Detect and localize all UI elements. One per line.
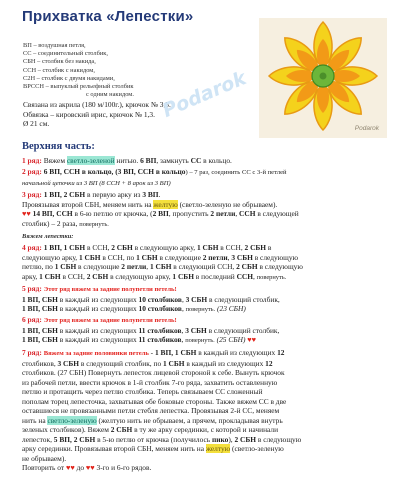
row-4 bbox=[22, 243, 400, 282]
stitch: 1 ВП, 1 СБН bbox=[155, 348, 197, 357]
stitch: 10 столбиков bbox=[138, 294, 182, 304]
text: в первую арку из bbox=[85, 190, 143, 199]
text: (25 СБН) bbox=[214, 335, 246, 344]
row-number: 7 ряд: bbox=[22, 348, 42, 357]
text: столбиков. (27 СБН) Повернуть лепесток лицевой стороной к себе. Вынуть крючок bbox=[22, 368, 285, 377]
text: зеленых столбиков). Вяжем bbox=[22, 425, 111, 434]
text: в следующий ССН, bbox=[171, 262, 237, 271]
stitch: 2 петли bbox=[210, 209, 236, 218]
stitch: 1 ВП, СБН bbox=[22, 304, 58, 313]
text: в ССН, bbox=[85, 243, 112, 252]
text: в следующий столбик, bbox=[207, 294, 280, 304]
text: в следующий столбик, bbox=[206, 325, 280, 335]
text: в ССН, bbox=[60, 271, 87, 281]
stitch: 2 петли bbox=[121, 262, 147, 271]
text: , замкнуть bbox=[156, 156, 191, 165]
text: (23 СБН) bbox=[215, 304, 246, 313]
text: Провязывая второй СБН, меняем нить на bbox=[22, 199, 154, 209]
stitch: 1 СБН bbox=[149, 262, 172, 271]
text: в следующую bbox=[252, 252, 299, 262]
text: в каждый из следующих bbox=[57, 325, 139, 335]
stitch: 11 столбиков bbox=[138, 335, 182, 344]
text: в последний bbox=[193, 271, 237, 281]
row-2 bbox=[22, 167, 400, 188]
text: , bbox=[181, 304, 186, 313]
stitch: 5 ВП, 2 СБН bbox=[53, 434, 96, 444]
text: (желтую нить не обрываем, а прячем, прокладывая внутрь bbox=[96, 415, 283, 425]
text: петлю, по bbox=[22, 262, 55, 271]
stitch: 3 СБН bbox=[231, 252, 253, 262]
materials-info bbox=[23, 100, 171, 129]
flower-center-hole bbox=[320, 73, 327, 80]
spec-line: Связана из акрила (180 м/100г.), крючок № 3,5. bbox=[23, 100, 171, 109]
spec-line: Обвязка – кировский ирис, крючок № 1,3. bbox=[23, 109, 155, 119]
text: , пропустить bbox=[168, 209, 211, 218]
stitch: 3 СБН bbox=[57, 358, 80, 368]
row-number: 2 ряд: bbox=[22, 167, 42, 176]
stitch: 1 СБН bbox=[54, 262, 77, 271]
text: в следующую bbox=[257, 262, 303, 271]
stitch: 2 ВП bbox=[152, 209, 169, 218]
text: Вяжем bbox=[43, 156, 67, 165]
text: , bbox=[253, 271, 257, 281]
text: в следующей bbox=[255, 209, 299, 218]
stitch: 10 столбиков bbox=[138, 304, 182, 313]
stitch: 3 ВП, ССН в кольцо bbox=[117, 167, 186, 176]
text: (светло-зеленую не обрываем). bbox=[177, 199, 278, 209]
text: , bbox=[181, 294, 186, 304]
stitch: 1 СБН bbox=[163, 358, 185, 368]
petals-subheading: Вяжем лепестки: bbox=[22, 233, 74, 240]
legend-line: ВРССН – выпуклый рельефный столбик bbox=[23, 83, 134, 91]
text: повернуть. bbox=[185, 306, 216, 313]
text: в следующий столбик, по bbox=[79, 358, 163, 368]
text: ), bbox=[228, 434, 235, 444]
text: арку, bbox=[22, 271, 40, 281]
text: в ССН, по bbox=[100, 252, 137, 262]
text: следующую арку, bbox=[22, 252, 79, 262]
text: в 5-ю петлю от крючка (получилось bbox=[95, 434, 212, 444]
row-7 bbox=[22, 348, 400, 473]
stitch: 2 СБН bbox=[111, 243, 133, 252]
text: начальной цепочки из 3 ВП (8 ССН + 8 арок из 3 ВП) bbox=[22, 179, 171, 187]
text: оставшиеся не провязанными петли стебля лепестка. Провязывая 2-й СС, меняем bbox=[22, 406, 280, 415]
text: - bbox=[148, 348, 155, 357]
heart-icon: ♥♥ bbox=[85, 463, 95, 472]
row-note: Этот ряд вяжем за задние полупетли петель! bbox=[43, 286, 177, 293]
stitch: пико bbox=[211, 434, 229, 444]
photo-signature: Podarok bbox=[354, 125, 379, 132]
stitch: ССН bbox=[236, 271, 254, 281]
legend-line: ССН – столбик с накидом, bbox=[23, 66, 95, 74]
stitch: 3 ВП bbox=[142, 190, 159, 199]
text: , bbox=[235, 209, 240, 218]
legend-line: СС – соединительный столбик, bbox=[23, 50, 108, 58]
stitch: 2 СБН bbox=[110, 425, 133, 434]
row-number: 5 ряд: bbox=[22, 284, 42, 293]
stitch: 11 столбиков bbox=[138, 325, 182, 335]
stitch: 1 ВП, СБН bbox=[22, 335, 58, 344]
stitch: 1 ВП, СБН bbox=[22, 294, 58, 304]
text: из рабочей петли, ввести крючок в 1-й столбик 7-го ряда, захватить оставленную bbox=[22, 377, 278, 387]
legend-line: СБН – столбик без накида, bbox=[23, 58, 96, 66]
stitch: 1 ВП, 2 СБН bbox=[43, 190, 86, 199]
text: петлю и протащить через петлю столбика. Теперь связываем СС сложенный bbox=[22, 387, 263, 396]
text: 3-го и 6-го рядов. bbox=[94, 463, 152, 472]
text: лепесток, bbox=[22, 434, 54, 444]
row-number: 1 ряд: bbox=[22, 156, 42, 165]
yarn-yellow-highlight: желтую bbox=[153, 199, 178, 209]
legend-line: С2Н – столбик с двумя накидами, bbox=[23, 74, 115, 82]
page-title: Прихватка «Лепестки» bbox=[22, 8, 194, 25]
text: в каждый из следующих bbox=[57, 304, 139, 313]
row-5 bbox=[22, 284, 400, 315]
stitch: 1 ВП, СБН bbox=[22, 325, 58, 335]
section-heading: Верхняя часть: bbox=[22, 141, 95, 152]
spec-line: Ø 21 см. bbox=[23, 119, 50, 129]
row-number: 3 ряд: bbox=[22, 190, 42, 199]
text: пополам торец лепесточка, захватывая обе боковые стороны. Также вяжем СС в две bbox=[22, 396, 287, 406]
stitch: 3 СБН bbox=[185, 294, 208, 304]
text: в ту же арку серединки, с которой и начинали bbox=[132, 425, 279, 434]
row-note: Этот ряд вяжем за задние полупетли петель! bbox=[43, 317, 177, 324]
yarn-green-highlight: светло-зеленой bbox=[66, 156, 115, 165]
text: (светло-зеленую bbox=[230, 444, 284, 453]
stitch: 2 СБН bbox=[234, 434, 257, 444]
text: в 6-ю петлю от крючка, ( bbox=[72, 209, 153, 218]
yarn-yellow-highlight: желтую bbox=[205, 444, 231, 453]
flower-potholder-image bbox=[259, 18, 387, 138]
text: в следующую bbox=[256, 434, 302, 444]
text: , bbox=[181, 325, 186, 335]
stitch: СС bbox=[190, 156, 202, 165]
yarn-green-highlight: светло-зеленую bbox=[47, 415, 97, 425]
stitch: 12 bbox=[277, 348, 285, 357]
text: ) – 7 раз, соединить СС с 3-й петлей bbox=[185, 169, 287, 176]
stitch: 3 СБН bbox=[185, 325, 207, 335]
stitch: 2 СБН bbox=[244, 243, 267, 252]
text: повернуть. bbox=[256, 273, 287, 281]
text: до bbox=[74, 463, 86, 472]
row-number: 4 ряд: bbox=[22, 243, 42, 252]
stitch: 1 СБН bbox=[136, 252, 158, 262]
stitch: 1 СБН bbox=[79, 252, 101, 262]
text: в ССН, bbox=[218, 243, 245, 252]
stitch: 1 ВП, 1 СБН bbox=[43, 243, 86, 252]
stitch: 14 ВП, ССН bbox=[30, 209, 73, 218]
text: повернуть. bbox=[79, 220, 109, 228]
heart-icon: ♥♥ bbox=[247, 335, 257, 344]
text: , bbox=[146, 262, 150, 271]
row-6 bbox=[22, 315, 400, 346]
text: . bbox=[158, 190, 161, 199]
stitch: 12 bbox=[265, 358, 273, 368]
text: , bbox=[181, 335, 186, 344]
text: нить на bbox=[22, 415, 48, 425]
text: повернуть. bbox=[185, 337, 215, 344]
row-note: Вяжем за задние половинки петель bbox=[43, 350, 149, 357]
stitch: 1 СБН bbox=[39, 271, 61, 281]
stitch: 6 ВП bbox=[140, 156, 157, 165]
watermark: Podarok bbox=[159, 67, 250, 122]
text: не обрываем). bbox=[22, 453, 67, 463]
heart-icon: ♥♥ bbox=[22, 209, 31, 218]
text: нитью. bbox=[114, 156, 141, 165]
row-1 bbox=[22, 156, 400, 166]
legend-line: с одним накидом. bbox=[86, 91, 134, 99]
text: , bbox=[227, 252, 232, 262]
text: в каждый из следующих bbox=[184, 358, 266, 368]
stitch: 2 петли bbox=[202, 252, 228, 262]
legend-line: ВП – воздушная петля, bbox=[23, 42, 86, 49]
stitch: 1 СБН bbox=[172, 271, 194, 281]
stitch: ССН bbox=[239, 209, 256, 218]
text: в следующие bbox=[157, 252, 203, 262]
text: в следующие bbox=[76, 262, 122, 271]
stitch: 6 ВП, ССН в кольцо, ( bbox=[43, 167, 118, 176]
row-3 bbox=[22, 190, 400, 229]
text: в каждый из следующих bbox=[196, 348, 278, 357]
text: в bbox=[266, 243, 272, 252]
stitch: 1 СБН bbox=[196, 243, 219, 252]
text: столбик) – 2 раза, bbox=[22, 218, 80, 228]
stitch: 2 СБН bbox=[236, 262, 258, 271]
text: столбиков, bbox=[22, 358, 58, 368]
stitch: 2 СБН bbox=[86, 271, 109, 281]
text: Повторить от bbox=[22, 463, 66, 472]
text: в каждый из следующих bbox=[57, 294, 139, 304]
text: в каждый из следующих bbox=[57, 335, 139, 344]
row-number: 6 ряд: bbox=[22, 315, 42, 324]
text: арку серединки. Провязывая второй СБН, меняем нить на bbox=[22, 444, 206, 453]
text: в следующую арку, bbox=[132, 243, 197, 252]
text: в следующую арку, bbox=[108, 271, 173, 281]
potholder-photo bbox=[259, 18, 387, 138]
text: в кольцо. bbox=[201, 156, 232, 165]
heart-icon: ♥♥ bbox=[65, 463, 75, 472]
